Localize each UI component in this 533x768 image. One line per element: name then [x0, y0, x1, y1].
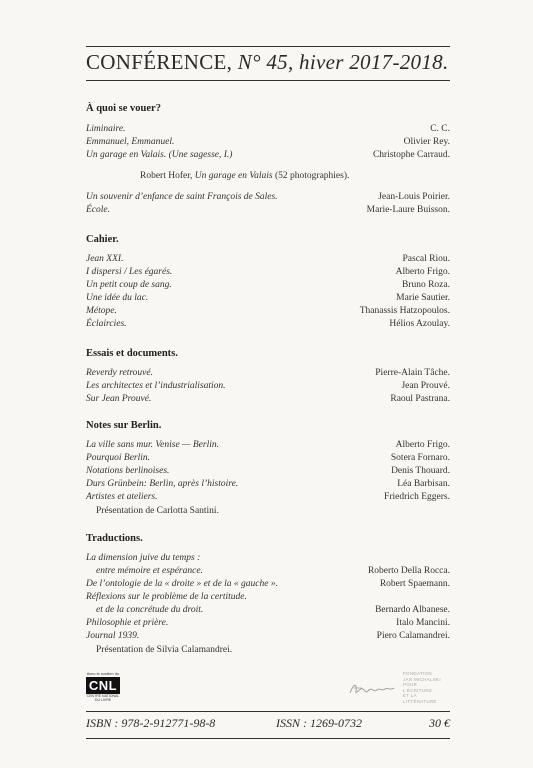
foundation-line: LITTÉRATURE — [403, 698, 437, 704]
toc-row — [86, 618, 450, 631]
isbn-label: ISBN : 978-2-912771-98-8 — [86, 716, 216, 730]
toc-row — [86, 267, 450, 280]
toc-author: Sotera Fornaro. — [390, 453, 450, 463]
toc-row — [86, 254, 450, 267]
toc-author: C. C. — [430, 124, 450, 134]
issn-label: ISSN : 1269-0732 — [276, 716, 362, 730]
foundation-text — [403, 671, 441, 704]
toc-row — [86, 381, 450, 394]
toc-author: Raoul Pastrana. — [390, 394, 450, 404]
toc-title: La dimension juive du temps : — [86, 553, 201, 563]
toc-row — [86, 394, 450, 407]
toc-title: La ville sans mur. Venise — Berlin. — [86, 440, 219, 450]
toc-title: Artistes et ateliers. — [86, 492, 158, 502]
footer-bottom-rule — [86, 738, 450, 739]
cnl-mark: CNL — [86, 677, 120, 694]
toc-title: Métope. — [86, 306, 117, 316]
toc-title: Pourquoi Berlin. — [86, 453, 151, 463]
foundation-logo — [345, 669, 455, 709]
footer-top-rule — [86, 711, 450, 712]
toc-author: Marie-Laure Buisson. — [366, 205, 450, 215]
toc-row — [86, 192, 450, 205]
toc-title: Reverdy retrouvé. — [86, 368, 153, 378]
cnl-support-text: Avec le soutien du — [86, 671, 120, 676]
toc-title: Notations berlinoises. — [86, 466, 170, 476]
foundation-line: FONDATION — [403, 671, 432, 676]
toc-author: Christophe Carraud. — [372, 150, 450, 160]
presentation-row — [86, 506, 450, 519]
toc-author: Bruno Roza. — [401, 280, 450, 290]
toc-title: Réflexions sur le problème de la certitude. — [86, 592, 247, 602]
foundation-line: ET LA — [403, 693, 417, 698]
toc-author: Robert Spaemann. — [379, 579, 450, 589]
toc-title: Liminaire. — [86, 124, 126, 134]
toc-author: Roberto Della Rocca. — [367, 566, 450, 576]
toc-row — [86, 553, 450, 566]
toc-author: Alberto Frigo. — [395, 440, 450, 450]
toc-title: Sur Jean Prouvé. — [86, 394, 152, 404]
toc-row — [86, 137, 450, 150]
toc-row — [86, 479, 450, 492]
toc-title: Philosophie et prière. — [86, 618, 169, 628]
toc-author: Marie Sautier. — [396, 293, 450, 303]
toc-title: Un souvenir d’enfance de saint François de Sales. — [86, 192, 278, 202]
price-label: 30 € — [429, 716, 450, 730]
section-title-essais: Essais et documents. — [86, 348, 178, 359]
toc-title: Une idée du lac. — [86, 293, 149, 303]
toc-title: De l’ontologie de la « droite » et de la « gauche ». — [86, 579, 278, 589]
toc-author: Piero Calamandrei. — [376, 631, 450, 641]
toc-row — [86, 440, 450, 453]
issue-label: N° 45, hiver 2017-2018. — [237, 50, 449, 74]
toc-row — [86, 631, 450, 644]
toc-title: entre mémoire et espérance. — [96, 566, 203, 576]
toc-author: Hélios Azoulay. — [389, 319, 450, 329]
toc-row — [86, 124, 450, 137]
section-title-traductions: Traductions. — [86, 533, 143, 544]
section-title-quoi: À quoi se vouer? — [86, 103, 161, 114]
toc-author: Alberto Frigo. — [395, 267, 450, 277]
toc-author: Denis Thouard. — [391, 466, 450, 476]
presentation-credit: Présentation de Silvia Calamandrei. — [96, 645, 233, 655]
toc-author: Italo Mancini. — [396, 618, 450, 628]
toc-author: Jean Prouvé. — [401, 381, 450, 391]
section-title-berlin: Notes sur Berlin. — [86, 420, 162, 431]
section-title-cahier: Cahier. — [86, 234, 119, 245]
toc-title: Éclaircies. — [86, 319, 127, 329]
toc-title: Journal 1939. — [86, 631, 140, 641]
cnl-full-name: CENTRE NATIONAL DU LIVRE — [86, 694, 120, 702]
foundation-line: POUR — [403, 682, 418, 687]
toc-author: Thanassis Hatzopoulos. — [359, 306, 450, 316]
journal-name: CONFÉRENCE, — [86, 50, 233, 74]
foundation-line: L’ÉCRITURE — [403, 687, 433, 693]
foundation-line: JAN MICHALSKI — [403, 676, 441, 682]
toc-row — [86, 453, 450, 466]
toc-title: I dispersi / Les égarés. — [86, 267, 173, 277]
toc-title: Un petit coup de sang. — [86, 280, 172, 290]
toc-title: Durs Grünbein: Berlin, après l’histoire. — [86, 479, 239, 489]
toc-title: Jean XXI. — [86, 254, 124, 264]
toc-title: et de la concrétude du droit. — [96, 605, 204, 615]
toc-author: Léa Barbisan. — [397, 479, 450, 489]
toc-row — [86, 306, 450, 319]
toc-row — [86, 592, 450, 605]
toc-row — [86, 492, 450, 505]
toc-row — [86, 280, 450, 293]
toc-author: Bernardo Albanese. — [375, 605, 450, 615]
toc-author: Jean-Louis Poirier. — [378, 192, 450, 202]
photo-credit-row — [86, 171, 450, 184]
photo-series-title: Un garage en Valais — [194, 171, 273, 181]
photo-credit — [140, 171, 349, 181]
toc-title: Emmanuel, Emmanuel. — [86, 137, 175, 147]
presentation-row — [86, 645, 450, 658]
toc-row — [86, 466, 450, 479]
toc-author: Pierre-Alain Tâche. — [375, 368, 450, 378]
toc-title: École. — [86, 205, 111, 215]
photographer-name: Robert Hofer, — [140, 171, 193, 181]
signature-icon — [348, 679, 400, 699]
toc-author: Olivier Rey. — [403, 137, 450, 147]
toc-row — [86, 319, 450, 332]
masthead-rule — [86, 80, 450, 81]
cnl-logo — [86, 671, 120, 702]
photo-count: (52 photographies). — [274, 171, 350, 181]
toc-row — [86, 293, 450, 306]
toc-row — [86, 150, 450, 163]
toc-row — [86, 205, 450, 218]
toc-row — [86, 566, 450, 579]
toc-title: Un garage en Valais. (Une sagesse, I.) — [86, 150, 233, 160]
toc-row — [86, 579, 450, 592]
top-rule — [86, 46, 450, 47]
presentation-credit: Présentation de Carlotta Santini. — [96, 506, 219, 516]
toc-row — [86, 368, 450, 381]
toc-row — [86, 605, 450, 618]
toc-title: Les architectes et l’industrialisation. — [86, 381, 226, 391]
toc-author: Friedrich Eggers. — [384, 492, 450, 502]
footer — [86, 716, 450, 734]
toc-author: Pascal Riou. — [402, 254, 450, 264]
masthead — [86, 50, 450, 75]
